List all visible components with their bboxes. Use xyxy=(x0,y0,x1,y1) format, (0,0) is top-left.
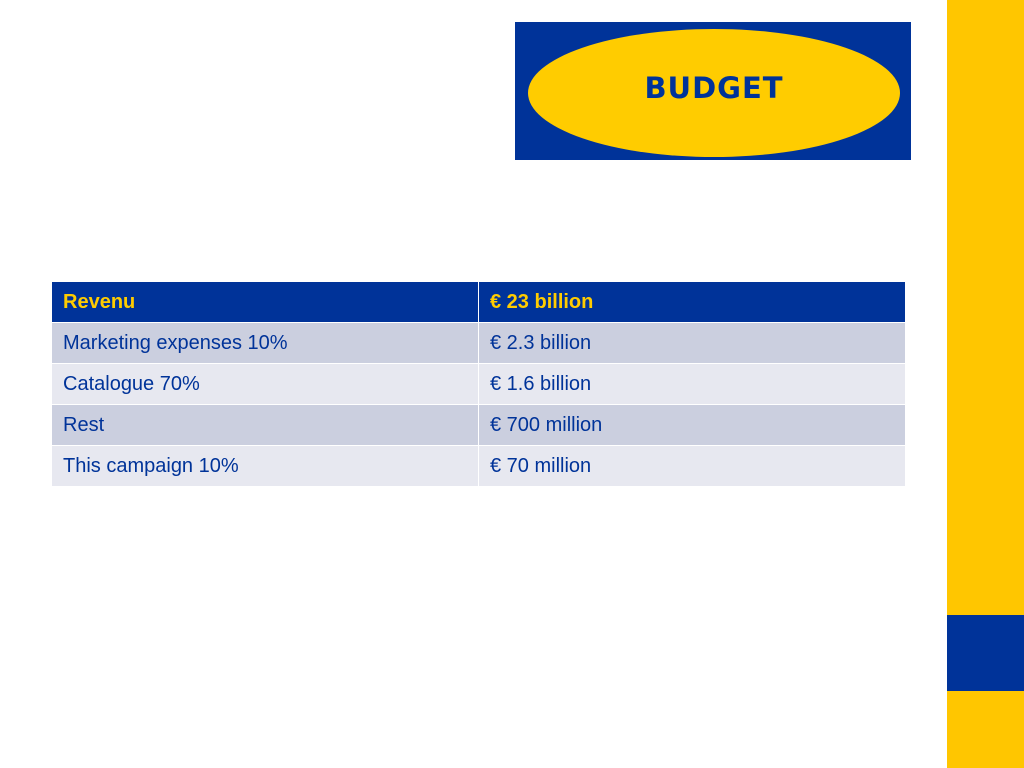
budget-logo xyxy=(515,22,911,160)
table-row xyxy=(52,323,906,364)
row-value-cell: € 70 million xyxy=(479,446,906,487)
row-label-cell: Marketing expenses 10% xyxy=(52,323,479,364)
decorative-side-bar xyxy=(947,0,1024,768)
header-label-cell: Revenu xyxy=(52,282,479,323)
header-value-cell: € 23 billion xyxy=(479,282,906,323)
row-label-cell: Rest xyxy=(52,405,479,446)
table-row xyxy=(52,446,906,487)
table-row xyxy=(52,405,906,446)
budget-table xyxy=(51,281,906,487)
side-bar-accent xyxy=(947,615,1024,691)
logo-ellipse xyxy=(528,29,900,157)
row-label-cell: Catalogue 70% xyxy=(52,364,479,405)
table-header-row xyxy=(52,282,906,323)
row-value-cell: € 1.6 billion xyxy=(479,364,906,405)
row-value-cell: € 700 million xyxy=(479,405,906,446)
row-label-cell: This campaign 10% xyxy=(52,446,479,487)
table-row xyxy=(52,364,906,405)
row-value-cell: € 2.3 billion xyxy=(479,323,906,364)
logo-title: BUDGET xyxy=(644,71,784,105)
